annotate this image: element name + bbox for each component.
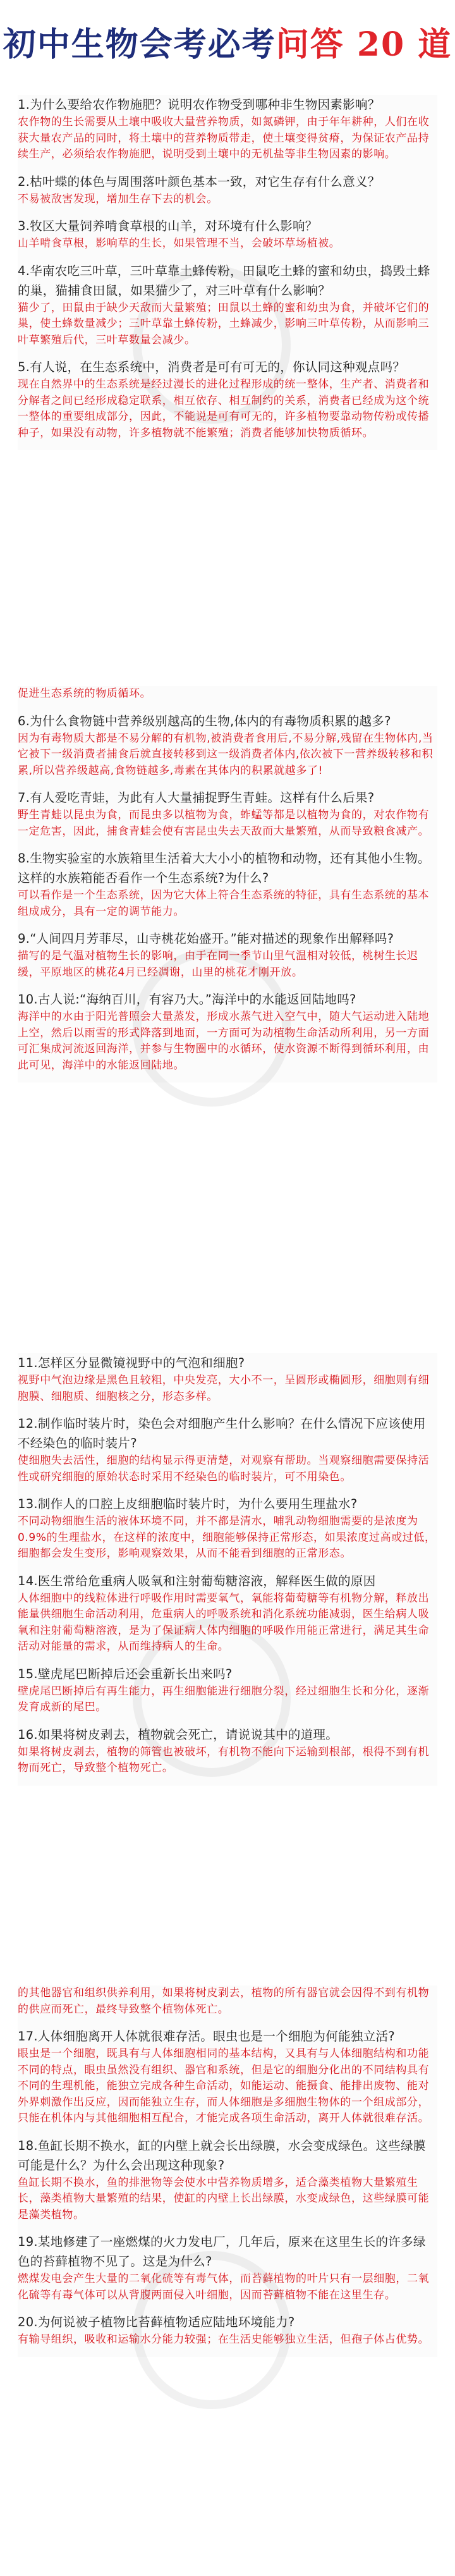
continued-answer-5: 促进生态系统的物质循环。	[18, 687, 152, 700]
answer-3: 山羊啃食草根，影响草的生长，如果管理不当，会破坏草场植被。	[18, 237, 341, 250]
qa-item-5	[18, 357, 437, 441]
page-title	[0, 21, 455, 68]
question-8: 8.生物实验室的水族箱里生活着大大小小的植物和动物，还有其他小生物。这样的水族箱能否看作一个生态系统?为什么?	[18, 851, 430, 885]
answer-11: 视野中气泡边缘是黑色且较粗，中央发亮，大小不一，呈圆形或椭圆形，细胞则有细胞膜、细胞质、细胞核之分，形态多样。	[18, 1374, 430, 1403]
answer-10: 海洋中的水由于阳光普照会大量蒸发，形成水蒸气进入空气中，随大气运动进入陆地上空，然后以雨雪的形式降落到地面，一方面可为动植物生命活动所利用，另一方面可汇集成河流返回海洋，并参与生物圈中的水循环，使水资源不断得到循环利用，由此可见，海洋中的水能返回陆地。	[18, 1010, 430, 1072]
answer-20: 有输导组织，吸收和运输水分能力较强；在生活史能够独立生活，但孢子体占优势。	[18, 2333, 430, 2346]
answer-12: 使细胞失去活性，细胞的结构显示得更清楚，对观察有帮助。当观察细胞需要保持活性或研究细胞的原始状态时采用不经染色的临时装片，可不用染色。	[18, 1454, 430, 1483]
question-4: 4.华南农吃三叶草，三叶草靠土蜂传粉，田鼠吃土蜂的蜜和幼虫，捣毁土蜂的巢，猫捕食田鼠，如果猫少了，对三叶草有什么影响？	[18, 263, 430, 298]
question-7: 7.有人爱吃青蛙，为此有人大量捕捉野生青蛙。这样有什么后果?	[18, 790, 375, 805]
title-part-2: 问答 20 道	[276, 25, 452, 64]
answer-14: 人体细胞中的线粒体进行呼吸作用时需要氧气，氧能将葡萄糖等有机物分解，释放出能量供细胞生命活动利用，危重病人的呼吸系统和消化系统功能减弱，医生给病人吸氧和注射葡萄糖溶液，是为了保证病人体内细胞的呼吸作用能正常进行，满足其生命活动对能量的需求，从而维持病人的生命。	[18, 1592, 430, 1653]
qa-item-1	[18, 95, 437, 163]
qa-item-12	[18, 1414, 437, 1485]
qa-section-1	[18, 95, 437, 450]
question-16: 16.如果将树皮剥去，植物就会死亡，请说说其中的道理。	[18, 1727, 339, 1742]
answer-7: 野生青蛙以昆虫为食，而昆虫多以植物为食，蚱蜢等都是以植物为食的，对农作物有一定危害，因此，捕食青蛙会使有害昆虫失去天敌而大量繁殖，从而导致粮食减产。	[18, 809, 430, 838]
question-13: 13.制作人的口腔上皮细胞临时装片时，为什么要用生理盐水?	[18, 1497, 358, 1511]
question-11: 11.怎样区分显微镜视野中的气泡和细胞?	[18, 1356, 245, 1370]
question-17: 17.人体细胞离开人体就很难存活。眼虫也是一个细胞为何能独立活?	[18, 2029, 395, 2044]
answer-17: 眼虫是一个细胞，既具有与人体细胞相同的基本结构，又具有与人体细胞结构和功能不同的特点，眼虫虽然没有组织、器官和系统，但是它的细胞分化出的不同结构具有不同的生理机能，能独立完成各种生命活动，如能运动、能摄食、能排出废物、能对外界刺激作出反应，因而能独立生存，而人体细胞是多细胞生物体的一个组成部分，只能在机体内与其他细胞相互配合，才能完成各项生命活动，离开人体就很难存活。	[18, 2047, 430, 2125]
answer-2: 不易被敌害发现，增加生存下去的机会。	[18, 192, 218, 205]
answer-6: 因为有毒物质大都是不易分解的有机物,被消费者食用后,不易分解,残留在生物体内,当它被下一级消费者捕食后就直接转移到这一级消费者体内,依次被下一营养级转移和积累,所以营养级越高,食物链越多,毒素在其体内的积累就越多了!	[18, 732, 434, 777]
qa-item-15	[18, 1664, 437, 1716]
qa-item-4	[18, 261, 437, 349]
question-20: 20.为何说被子植物比苔藓植物适应陆地环境能力?	[18, 2315, 295, 2329]
qa-section-4	[18, 1985, 437, 2357]
answer-18: 鱼缸长期不换水，鱼的排泄物等会使水中营养物质增多，适合藻类植物大量繁殖生长，藻类植物大量繁殖的结果，使缸的内壁上长出绿膜，水变成绿色，这些绿膜可能是藻类植物。	[18, 2176, 430, 2221]
answer-4: 猫少了，田鼠由于缺少天敌而大量繁殖；田鼠以土蜂的蜜和幼虫为食，并破坏它们的巢，使土蜂数量减少；三叶草靠土蜂传粉，土蜂减少，影响三叶草传粉，从而影响三叶草繁殖后代，三叶草数量会减少。	[18, 301, 430, 347]
answer-8: 可以看作是一个生态系统，因为它大体上符合生态系统的特征，具有生态系统的基本组成成分，具有一定的调节能力。	[18, 889, 430, 918]
qa-item-10	[18, 990, 437, 1074]
answer-9: 描写的是气温对植物生长的影响，由于在同一季节山里气温相对较低，桃树生长迟缓，平原地区的桃花4月已经凋谢，山里的桃花才刚开放。	[18, 950, 418, 979]
answer-1: 农作物的生长需要从土壤中吸收大量营养物质，如氮磷钾，由于年年耕种，人们在收获大量农产品的同时，将土壤中的营养物质带走，使土壤变得贫瘠，为保证农产品持续生产，必须给农作物施肥，说明受到土壤中的无机盐等非生物因素的影响。	[18, 116, 430, 161]
qa-item-8	[18, 849, 437, 920]
answer-13: 不同动物细胞生活的液体环境不同，并不都是清水，哺乳动物细胞需要的是浓度为0.9%的生理盐水，在这样的浓度中，细胞能够保持正常形态，如果浓度过高或过低，细胞都会发生变形，影响观察效果，从而不能看到细胞的正常形态。	[18, 1515, 436, 1560]
question-19: 19.某地修建了一座燃煤的火力发电厂，几年后，原来在这里生长的许多绿色的苔藓植物不见了。这是为什么?	[18, 2235, 426, 2269]
question-1: 1.为什么要给农作物施肥？说明农作物受到哪种非生物因素影响？	[18, 97, 380, 112]
qa-item-19	[18, 2232, 437, 2303]
answer-19: 燃煤发电会产生大量的二氧化硫等有毒气体，而苔藓植物的叶片只有一层细胞，二氧化硫等有毒气体可以从背腹两面侵入叶细胞，因而苔藓植物不能在这里生存。	[18, 2272, 430, 2302]
qa-item-6	[18, 711, 437, 780]
qa-item-17	[18, 2027, 437, 2127]
qa-item-13	[18, 1494, 437, 1562]
continued-answer-16: 的其他器官和组织供养利用，如果将树皮剥去，植物的所有器官就会因得不到有机物的供应而死亡，最终导致整个植物体死亡。	[18, 1987, 430, 2016]
title-part-1: 初中生物会考必考	[3, 25, 276, 64]
question-18: 18.鱼缸长期不换水，缸的内壁上就会长出绿膜，水会变成绿色。这些绿膜可能是什么？为什么会出现这种现象?	[18, 2138, 426, 2173]
answer-16: 如果将树皮剥去，植物的筛管也被破坏，有机物不能向下运输到根部，根得不到有机物而死亡，导致整个植物死亡。	[18, 1745, 430, 1774]
question-10: 10.古人说:“海纳百川，有容乃大。”海洋中的水能返回陆地吗?	[18, 992, 356, 1007]
qa-item-18	[18, 2136, 437, 2224]
question-9: 9.“人间四月芳菲尽，山寺桃花始盛开。”能对描述的现象作出解释吗?	[18, 931, 394, 946]
qa-item-7	[18, 788, 437, 840]
question-2: 2.枯叶蝶的体色与周围落叶颜色基本一致，对它生存有什么意义？	[18, 174, 380, 189]
qa-section-2	[18, 686, 437, 1083]
qa-item-14	[18, 1571, 437, 1655]
question-14: 14.医生常给危重病人吸氧和注射葡萄糖溶液，解释医生做的原因	[18, 1573, 376, 1588]
answer-5: 现在自然界中的生态系统是经过漫长的进化过程形成的统一整体，生产者、消费者和分解者之间已经形成稳定联系，相互依存、相互制约的关系，消费者已经成为这个统一整体的重要组成部分，因此，不能说是可有可无的，许多植物要靠动物传粉或传播种子，如果没有动物，许多植物就不能繁殖；消费者能够加快物质循环。	[18, 378, 430, 439]
question-3: 3.牧区大量饲养啃食草根的山羊，对环境有什么影响？	[18, 219, 318, 233]
qa-item-20	[18, 2312, 437, 2348]
qa-item-16	[18, 1725, 437, 1777]
qa-item-9	[18, 929, 437, 981]
qa-section-3	[18, 1353, 437, 1786]
question-6: 6.为什么食物链中营养级别越高的生物,体内的有毒物质积累的越多?	[18, 713, 391, 728]
question-12: 12.制作临时装片时，染色会对细胞产生什么影响？在什么情况下应该使用不经染色的临时装片?	[18, 1416, 426, 1451]
qa-item-2	[18, 172, 437, 208]
qa-item-11	[18, 1353, 437, 1405]
question-15: 15.壁虎尾巴断掉后还会重新长出来吗?	[18, 1666, 233, 1681]
qa-item-3	[18, 216, 437, 252]
question-5: 5.有人说，在生态系统中，消费者是可有可无的，你认同这种观点吗？	[18, 360, 406, 374]
answer-15: 壁虎尾巴断掉后有再生能力，再生细胞能进行细胞分裂，经过细胞生长和分化，逐渐发育成新的尾巴。	[18, 1684, 430, 1714]
